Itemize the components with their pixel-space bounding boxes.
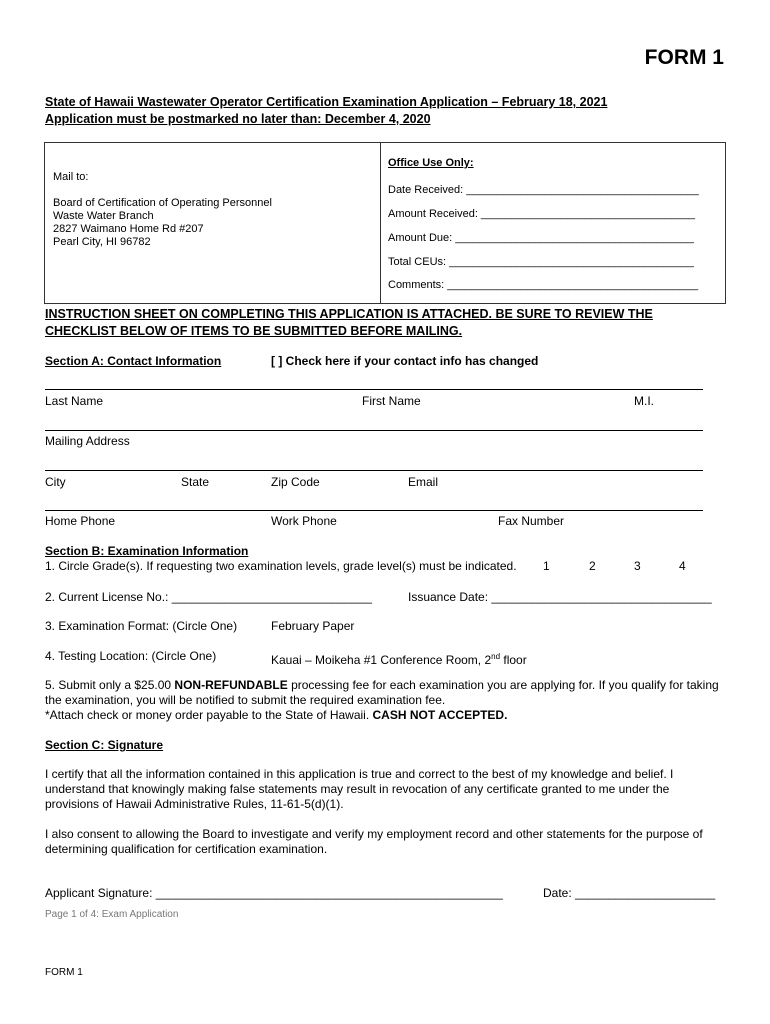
mail-to-label: Mail to: bbox=[53, 171, 89, 183]
grade-instruction: 1. Circle Grade(s). If requesting two examination levels, grade level(s) must be indicated. bbox=[45, 559, 517, 573]
last-name-label: Last Name bbox=[45, 394, 104, 408]
signature-date-field[interactable]: Date: _____________________ bbox=[543, 886, 716, 900]
email-label: Email bbox=[408, 475, 439, 489]
box-divider bbox=[380, 143, 381, 303]
zip-label: Zip Code bbox=[271, 475, 320, 489]
section-c-heading: Section C: Signature bbox=[45, 738, 164, 752]
fee-text-a: 5. Submit only a $25.00 bbox=[45, 678, 175, 692]
location-superscript: nd bbox=[491, 652, 501, 661]
contact-changed-checkbox[interactable]: [ ] Check here if your contact info has changed bbox=[271, 354, 539, 368]
certification-statement: I certify that all the information contained in this application is true and correct to the best of my knowledge and belief. I understand that knowingly making false statements may result in revocation of any certificate granted to me under the provisions of Hawaii Administrative Rules, 11-61-5(d)(1). bbox=[45, 767, 674, 811]
issuance-date-field[interactable]: Issuance Date: _________________________________ bbox=[408, 590, 712, 604]
exam-format-label: 3. Examination Format: (Circle One) bbox=[45, 619, 238, 633]
mi-label: M.I. bbox=[634, 394, 654, 408]
work-phone-label: Work Phone bbox=[271, 514, 337, 528]
applicant-signature-field[interactable]: Applicant Signature: ____________________________________________________ bbox=[45, 886, 503, 900]
name-line[interactable] bbox=[45, 389, 703, 390]
testing-location-option[interactable] bbox=[271, 649, 527, 668]
grade-option-2[interactable]: 2 bbox=[589, 559, 596, 573]
amount-received-field: Amount Received: ___________________________________ bbox=[388, 208, 696, 220]
mail-address-line: 2827 Waimano Home Rd #207 bbox=[53, 223, 204, 235]
mail-address-line: Pearl City, HI 96782 bbox=[53, 236, 151, 248]
payment-note bbox=[45, 708, 725, 723]
mailing-address-label: Mailing Address bbox=[45, 434, 130, 448]
phone-line[interactable] bbox=[45, 510, 703, 511]
document-title: State of Hawaii Wastewater Operator Certification Examination Application – February 18, 2021 bbox=[45, 95, 608, 109]
grade-option-4[interactable]: 4 bbox=[679, 559, 686, 573]
cash-not-accepted: CASH NOT ACCEPTED. bbox=[372, 708, 508, 722]
office-use-title: Office Use Only: bbox=[388, 157, 474, 169]
footer-form-label: FORM 1 bbox=[45, 967, 83, 978]
city-label: City bbox=[45, 475, 66, 489]
page-number-note: Page 1 of 4: Exam Application bbox=[45, 909, 179, 920]
first-name-label: First Name bbox=[362, 394, 421, 408]
consent-statement: I also consent to allowing the Board to investigate and verify my employment record and other statements for the purpose of determining qualification for certification examination. bbox=[45, 827, 703, 856]
section-b-heading: Section B: Examination Information bbox=[45, 544, 249, 558]
state-label: State bbox=[181, 475, 210, 489]
grade-option-3[interactable]: 3 bbox=[634, 559, 641, 573]
instruction-notice: INSTRUCTION SHEET ON COMPLETING THIS APPLICATION IS ATTACHED. BE SURE TO REVIEW THE CHECKLIST BELOW OF ITEMS TO BE SUBMITTED BEFORE MAILING. bbox=[45, 307, 653, 338]
payment-text: *Attach check or money order payable to the State of Hawaii. bbox=[45, 708, 373, 722]
home-phone-label: Home Phone bbox=[45, 514, 116, 528]
non-refundable-text: NON-REFUNDABLE bbox=[174, 678, 288, 692]
mail-address-line: Board of Certification of Operating Personnel bbox=[53, 197, 272, 209]
fee-instruction bbox=[45, 678, 725, 708]
city-state-line[interactable] bbox=[45, 470, 703, 471]
amount-due-field: Amount Due: _______________________________________ bbox=[388, 232, 694, 244]
postmark-deadline: Application must be postmarked no later than: December 4, 2020 bbox=[45, 112, 431, 126]
mailing-address-line[interactable] bbox=[45, 430, 703, 431]
fax-label: Fax Number bbox=[498, 514, 565, 528]
section-a-heading: Section A: Contact Information bbox=[45, 354, 222, 368]
location-tail: floor bbox=[500, 653, 527, 667]
fee-text-b: processing fee for each examination you are applying for. If you qualify for taking the examination, you will be notified to submit the required examination fee. bbox=[45, 678, 719, 707]
testing-location-label: 4. Testing Location: (Circle One) bbox=[45, 649, 217, 663]
mail-address-line: Waste Water Branch bbox=[53, 210, 154, 222]
license-number-field[interactable]: 2. Current License No.: ______________________________ bbox=[45, 590, 372, 604]
total-ceus-field: Total CEUs: ________________________________________ bbox=[388, 256, 694, 268]
date-received-field: Date Received: ______________________________________ bbox=[388, 184, 699, 196]
comments-field: Comments: _________________________________________ bbox=[388, 279, 699, 291]
form-number: FORM 1 bbox=[644, 46, 724, 69]
location-text: Kauai – Moikeha #1 Conference Room, 2 bbox=[271, 653, 492, 667]
exam-format-option[interactable]: February Paper bbox=[271, 619, 355, 633]
grade-option-1[interactable]: 1 bbox=[543, 559, 550, 573]
